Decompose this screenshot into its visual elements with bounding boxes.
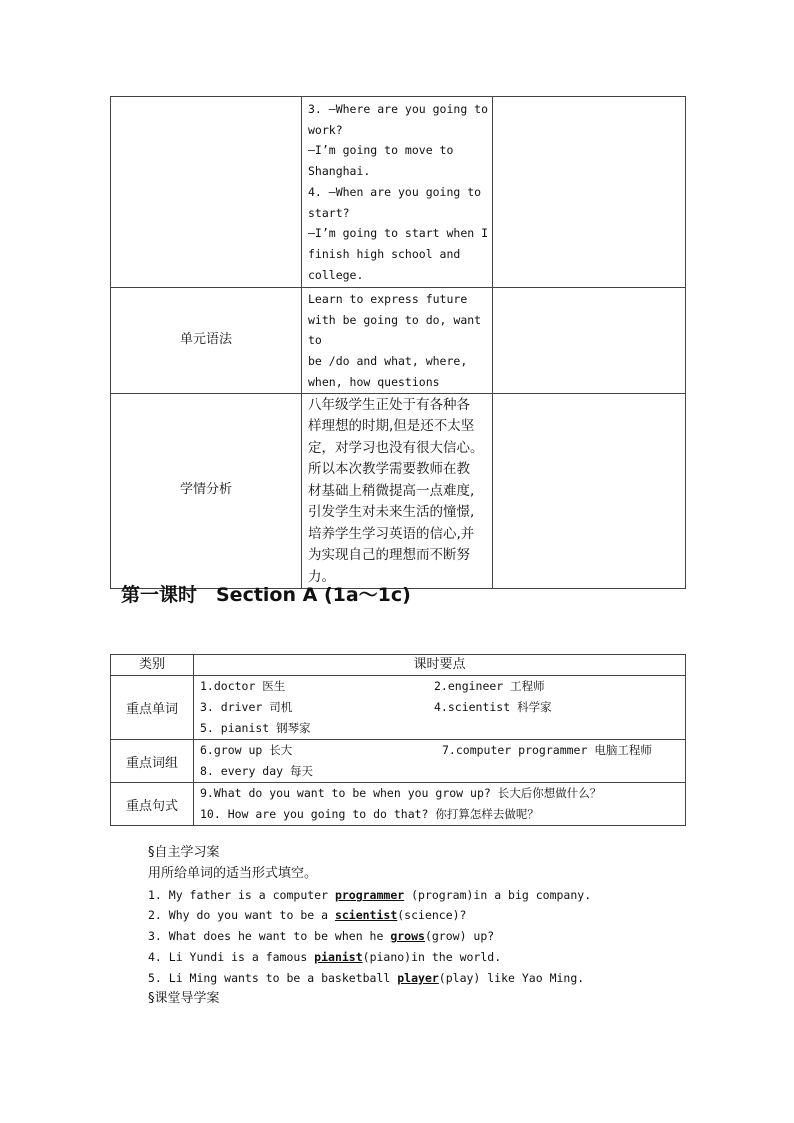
instruction: 用所给单词的适当形式填空。: [148, 865, 318, 881]
analysis-cell: [302, 393, 493, 589]
exercise-item: [148, 885, 591, 906]
exercise-text: (piano)in the world.: [362, 949, 502, 964]
text-line: 4. —When are you going to: [308, 184, 482, 199]
text-line: —I’m going to move to: [308, 143, 454, 158]
text-line: college.: [308, 267, 364, 282]
text-line: 样理想的时期,但是还不太坚: [308, 418, 475, 435]
answer: grows: [390, 929, 425, 944]
exercise-text: 5. Li Ming wants to be a basketball: [148, 970, 398, 985]
list-item: 2.engineer 工程师: [434, 679, 545, 693]
text-line: work?: [308, 122, 343, 137]
table-row: [111, 676, 686, 740]
self-study-section: [148, 843, 591, 1009]
row-label-words: 重点单词: [111, 676, 194, 740]
table-row: [111, 740, 686, 783]
key-sentences-cell: [302, 97, 493, 288]
text-line: 定，对学习也没有很大信心。: [308, 439, 484, 456]
section-heading: 第一课时 Section A (1a～1c): [121, 584, 411, 606]
exercise-text: 4. Li Yundi is a famous: [148, 949, 315, 964]
text-line: —I’m going to start when I: [308, 226, 489, 241]
text-line: 所以本次教学需要教师在教: [308, 461, 470, 478]
exercise-item: [148, 926, 591, 947]
text-line: when, how questions: [308, 374, 440, 389]
text-line: 引发学生对未来生活的憧憬,: [308, 504, 475, 521]
text-line: 材基础上稍微提高一点难度,: [308, 482, 475, 499]
row-label-grammar: 单元语法: [111, 288, 302, 394]
text-line: with be going to do, want to: [308, 312, 489, 348]
row-label-phrases: 重点词组: [111, 740, 194, 783]
table-row: [111, 783, 686, 826]
text-line: 力。: [308, 568, 335, 585]
empty-cell: [493, 288, 686, 394]
answer: pianist: [314, 949, 363, 964]
lesson-plan-table: [110, 96, 686, 589]
text-line: Shanghai.: [308, 164, 371, 179]
list-item: 3. driver 司机: [200, 700, 293, 714]
exercise-item: [148, 905, 591, 926]
text-line: start?: [308, 205, 350, 220]
list-item: 6.grow up 长大: [200, 743, 293, 757]
sentences-cell: [194, 783, 686, 826]
table-row: [111, 393, 686, 589]
exercise-text: (play) like Yao Ming.: [438, 970, 585, 985]
exercise-text: (grow) up?: [424, 929, 495, 944]
exercise-item: [148, 968, 591, 989]
section-title: §自主学习案: [148, 845, 220, 860]
table-row: [111, 288, 686, 394]
row-label-sentences: 重点句式: [111, 783, 194, 826]
list-item: 4.scientist 科学家: [434, 700, 552, 714]
answer: programmer: [334, 887, 405, 902]
grammar-cell: [302, 288, 493, 394]
exercise-text: (science)?: [397, 908, 467, 923]
text-line: 八年级学生正处于有各种各: [308, 396, 470, 413]
empty-cell: [493, 393, 686, 589]
key-points-table: [110, 654, 686, 826]
list-item: 5. pianist 钢琴家: [200, 721, 311, 735]
text-line: 培养学生学习英语的信心,并: [308, 525, 475, 542]
answer: player: [397, 970, 439, 985]
list-item: 8. every day 每天: [200, 764, 314, 778]
column-header: 课时要点: [194, 655, 686, 676]
exercise-text: 3. What does he want to be when he: [148, 929, 391, 944]
list-item: 10. How are you going to do that? 你打算怎样去做呢？: [200, 807, 539, 821]
text-line: be /do and what, where,: [308, 354, 468, 369]
list-item: 1.doctor 医生: [200, 679, 286, 693]
exercise-text: (program)in a big company.: [404, 887, 592, 902]
exercise-item: [148, 947, 591, 968]
section-title: §课堂导学案: [148, 990, 220, 1006]
exercise-text: 1. My father is a computer: [148, 887, 335, 902]
text-line: finish high school and: [308, 246, 461, 261]
words-cell: [194, 676, 686, 740]
row-label: [111, 97, 302, 288]
exercise-text: 2. Why do you want to be a: [148, 908, 335, 923]
text-line: 3. —Where are you going to: [308, 102, 489, 116]
list-item: 7.computer programmer 电脑工程师: [442, 743, 652, 757]
empty-cell: [493, 97, 686, 288]
row-label-analysis: 学情分析: [111, 393, 302, 589]
answer: scientist: [334, 908, 398, 923]
list-item: 9.What do you want to be when you grow up? 长大后你想做什么？: [200, 786, 602, 800]
column-header: 类别: [111, 655, 194, 676]
table-header-row: [111, 655, 686, 676]
phrases-cell: [194, 740, 686, 783]
table-row: [111, 97, 686, 288]
text-line: 为实现自己的理想而不断努: [308, 547, 470, 564]
text-line: Learn to express future: [308, 292, 468, 306]
